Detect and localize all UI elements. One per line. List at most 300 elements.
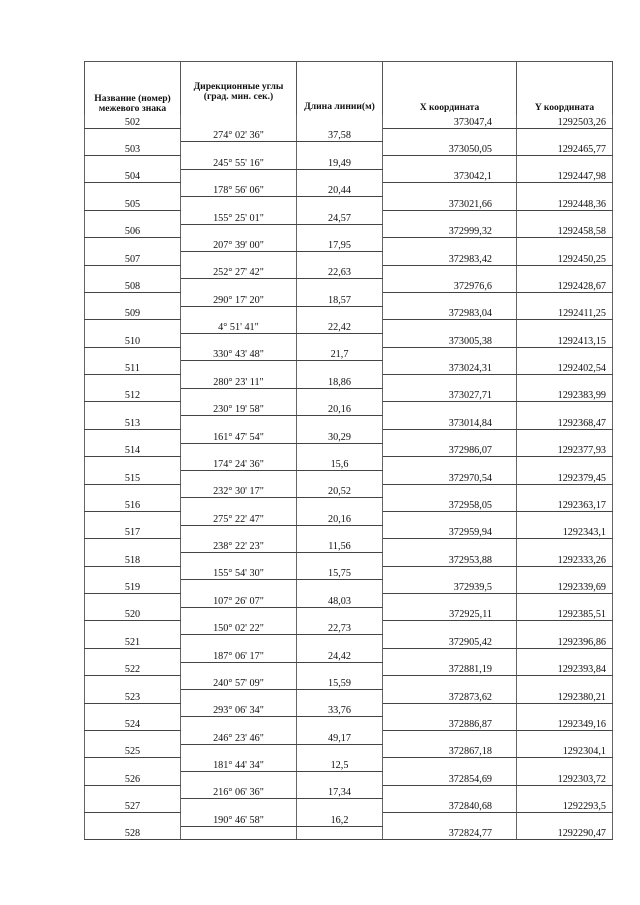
empty-x-cell [383,539,517,553]
boundary-sign-number: 515 [85,470,181,484]
empty-name-cell [85,292,181,306]
empty-x-cell [383,429,517,443]
empty-name-cell [85,813,181,827]
empty-length-cell [297,553,383,567]
point-row [85,772,613,786]
directional-angle-cell: 290° 17' 20" [181,292,297,306]
line-length-cell: 22,63 [297,265,383,279]
point-row [85,279,613,293]
point-row [85,361,613,375]
empty-x-cell [383,785,517,799]
segment-row [85,347,613,361]
line-length-cell: 37,58 [297,128,383,142]
empty-y-cell [517,758,613,772]
segment-row [85,484,613,498]
y-coordinate-cell: 1292379,45 [517,470,613,484]
empty-length-cell [297,635,383,649]
empty-angle-cell [181,772,297,786]
directional-angle-cell: 275° 22' 47" [181,511,297,525]
boundary-sign-number: 504 [85,169,181,183]
empty-length-cell [297,772,383,786]
y-coordinate-cell: 1292402,54 [517,361,613,375]
empty-length-cell [297,689,383,703]
segment-row [85,676,613,690]
line-length-cell: 15,75 [297,566,383,580]
line-length-cell: 18,86 [297,375,383,389]
directional-angle-cell: 252° 27' 42" [181,265,297,279]
empty-y-cell [517,785,613,799]
empty-name-cell [85,594,181,608]
boundary-sign-number: 502 [85,115,181,128]
empty-x-cell [383,375,517,389]
segment-row [85,292,613,306]
directional-angle-cell: 181° 44' 34" [181,758,297,772]
segment-row [85,156,613,170]
header-x-coordinate: X координата [383,62,517,116]
boundary-coordinates-table [84,61,613,840]
boundary-sign-number: 527 [85,799,181,813]
empty-angle-cell [181,826,297,840]
empty-y-cell [517,813,613,827]
segment-row [85,210,613,224]
empty-name-cell [85,457,181,471]
y-coordinate-cell: 1292458,58 [517,224,613,238]
empty-length-cell [297,279,383,293]
boundary-sign-number: 525 [85,744,181,758]
x-coordinate-cell: 372824,77 [383,826,517,840]
empty-angle-cell [181,361,297,375]
x-coordinate-cell: 373014,84 [383,416,517,430]
empty-name-cell [85,265,181,279]
empty-name-cell [85,566,181,580]
point-row [85,115,613,128]
point-row [85,169,613,183]
empty-y-cell [517,484,613,498]
boundary-sign-number: 519 [85,580,181,594]
empty-length-cell [297,826,383,840]
empty-y-cell [517,402,613,416]
empty-name-cell [85,785,181,799]
x-coordinate-cell: 372886,87 [383,717,517,731]
directional-angle-cell: 187° 06' 17" [181,648,297,662]
header-directional-angles: Дирекционные углы (град. мин. сек.) [181,62,297,116]
directional-angle-cell: 330° 43' 48" [181,347,297,361]
boundary-sign-number: 513 [85,416,181,430]
empty-angle-cell [181,251,297,265]
boundary-sign-number: 512 [85,388,181,402]
empty-x-cell [383,402,517,416]
empty-y-cell [517,566,613,580]
segment-row [85,539,613,553]
x-coordinate-cell: 372854,69 [383,772,517,786]
line-length-cell: 33,76 [297,703,383,717]
y-coordinate-cell: 1292385,51 [517,607,613,621]
empty-x-cell [383,457,517,471]
empty-x-cell [383,758,517,772]
x-coordinate-cell: 372983,04 [383,306,517,320]
x-coordinate-cell: 372999,32 [383,224,517,238]
point-row [85,334,613,348]
line-length-cell: 24,42 [297,648,383,662]
directional-angle-cell: 246° 23' 46" [181,730,297,744]
segment-row [85,128,613,142]
segment-row [85,566,613,580]
empty-length-cell [297,607,383,621]
boundary-sign-number: 518 [85,553,181,567]
line-length-cell: 48,03 [297,594,383,608]
x-coordinate-cell: 372939,5 [383,580,517,594]
empty-y-cell [517,375,613,389]
line-length-cell: 22,42 [297,320,383,334]
boundary-sign-number: 509 [85,306,181,320]
y-coordinate-cell: 1292383,99 [517,388,613,402]
boundary-sign-number: 523 [85,689,181,703]
empty-angle-cell [181,169,297,183]
segment-row [85,238,613,252]
empty-x-cell [383,594,517,608]
empty-name-cell [85,676,181,690]
point-row [85,470,613,484]
empty-y-cell [517,128,613,142]
boundary-sign-number: 516 [85,498,181,512]
empty-length-cell [297,197,383,211]
line-length-cell: 30,29 [297,429,383,443]
x-coordinate-cell: 372953,88 [383,553,517,567]
empty-y-cell [517,238,613,252]
empty-y-cell [517,703,613,717]
empty-angle-cell [181,525,297,539]
empty-angle-cell [181,197,297,211]
empty-angle-cell [181,744,297,758]
empty-y-cell [517,156,613,170]
empty-x-cell [383,292,517,306]
segment-row [85,785,613,799]
segment-row [85,511,613,525]
empty-angle-cell [181,717,297,731]
segment-row [85,648,613,662]
x-coordinate-cell: 372840,68 [383,799,517,813]
empty-angle-cell [181,553,297,567]
empty-name-cell [85,210,181,224]
y-coordinate-cell: 1292377,93 [517,443,613,457]
empty-y-cell [517,676,613,690]
line-length-cell: 20,52 [297,484,383,498]
empty-name-cell [85,539,181,553]
point-row [85,251,613,265]
directional-angle-cell: 107° 26' 07" [181,594,297,608]
line-length-cell: 22,73 [297,621,383,635]
empty-name-cell [85,758,181,772]
empty-length-cell [297,416,383,430]
directional-angle-cell: 155° 54' 30" [181,566,297,580]
y-coordinate-cell: 1292304,1 [517,744,613,758]
empty-length-cell [297,334,383,348]
boundary-sign-number: 521 [85,635,181,649]
directional-angle-cell: 161° 47' 54" [181,429,297,443]
empty-length-cell [297,251,383,265]
y-coordinate-cell: 1292465,77 [517,142,613,156]
empty-length-cell [297,717,383,731]
segment-row [85,402,613,416]
line-length-cell: 21,7 [297,347,383,361]
point-row [85,689,613,703]
boundary-sign-number: 514 [85,443,181,457]
boundary-sign-number: 506 [85,224,181,238]
empty-x-cell [383,347,517,361]
y-coordinate-cell: 1292290,47 [517,826,613,840]
y-coordinate-cell: 1292349,16 [517,717,613,731]
header-line-length: Длина линии(м) [297,62,383,116]
y-coordinate-cell: 1292413,15 [517,334,613,348]
empty-angle-cell [181,388,297,402]
empty-angle-cell [181,689,297,703]
empty-length-cell [297,470,383,484]
empty-x-cell [383,484,517,498]
x-coordinate-cell: 373024,31 [383,361,517,375]
empty-name-cell [85,484,181,498]
empty-length-cell [297,525,383,539]
segment-row [85,457,613,471]
line-length-cell: 19,49 [297,156,383,170]
point-row [85,580,613,594]
y-coordinate-cell: 1292393,84 [517,662,613,676]
empty-name-cell [85,511,181,525]
empty-x-cell [383,210,517,224]
empty-x-cell [383,320,517,334]
line-length-cell: 17,34 [297,785,383,799]
empty-length-cell [297,662,383,676]
empty-length-cell [297,115,383,128]
line-length-cell: 16,2 [297,813,383,827]
empty-y-cell [517,730,613,744]
x-coordinate-cell: 373047,4 [383,115,517,128]
empty-name-cell [85,402,181,416]
point-row [85,197,613,211]
empty-angle-cell [181,799,297,813]
x-coordinate-cell: 373021,66 [383,197,517,211]
y-coordinate-cell: 1292363,17 [517,498,613,512]
boundary-sign-number: 522 [85,662,181,676]
header-y-coordinate: Y координата [517,62,613,116]
x-coordinate-cell: 372983,42 [383,251,517,265]
directional-angle-cell: 280° 23' 11" [181,375,297,389]
empty-x-cell [383,813,517,827]
empty-length-cell [297,224,383,238]
x-coordinate-cell: 372958,05 [383,498,517,512]
directional-angle-cell: 155° 25' 01" [181,210,297,224]
empty-x-cell [383,156,517,170]
empty-angle-cell [181,142,297,156]
y-coordinate-cell: 1292293,5 [517,799,613,813]
empty-y-cell [517,265,613,279]
line-length-cell: 11,56 [297,539,383,553]
empty-y-cell [517,210,613,224]
empty-length-cell [297,169,383,183]
point-row [85,306,613,320]
boundary-sign-number: 526 [85,772,181,786]
empty-y-cell [517,292,613,306]
directional-angle-cell: 238° 22' 23" [181,539,297,553]
empty-angle-cell [181,498,297,512]
empty-length-cell [297,580,383,594]
directional-angle-cell: 240° 57' 09" [181,676,297,690]
empty-x-cell [383,648,517,662]
empty-x-cell [383,730,517,744]
x-coordinate-cell: 373005,38 [383,334,517,348]
x-coordinate-cell: 372867,18 [383,744,517,758]
empty-name-cell [85,347,181,361]
directional-angle-cell: 230° 19' 58" [181,402,297,416]
line-length-cell: 20,44 [297,183,383,197]
y-coordinate-cell: 1292503,26 [517,115,613,128]
empty-name-cell [85,183,181,197]
segment-row [85,375,613,389]
x-coordinate-cell: 373027,71 [383,388,517,402]
segment-row [85,183,613,197]
y-coordinate-cell: 1292411,25 [517,306,613,320]
point-row [85,498,613,512]
empty-name-cell [85,156,181,170]
empty-y-cell [517,594,613,608]
directional-angle-cell: 207° 39' 00" [181,238,297,252]
empty-name-cell [85,128,181,142]
segment-row [85,320,613,334]
point-row [85,662,613,676]
empty-length-cell [297,142,383,156]
empty-x-cell [383,183,517,197]
empty-angle-cell [181,607,297,621]
directional-angle-cell: 4° 51' 41" [181,320,297,334]
empty-angle-cell [181,115,297,128]
segment-row [85,621,613,635]
empty-length-cell [297,361,383,375]
empty-y-cell [517,347,613,361]
empty-y-cell [517,511,613,525]
empty-x-cell [383,621,517,635]
line-length-cell: 20,16 [297,511,383,525]
empty-x-cell [383,703,517,717]
line-length-cell: 17,95 [297,238,383,252]
line-length-cell: 15,59 [297,676,383,690]
directional-angle-cell: 245° 55' 16" [181,156,297,170]
empty-y-cell [517,539,613,553]
boundary-sign-number: 507 [85,251,181,265]
x-coordinate-cell: 373042,1 [383,169,517,183]
segment-row [85,758,613,772]
x-coordinate-cell: 372970,54 [383,470,517,484]
empty-x-cell [383,676,517,690]
empty-name-cell [85,730,181,744]
empty-angle-cell [181,470,297,484]
directional-angle-cell: 232° 30' 17" [181,484,297,498]
empty-length-cell [297,443,383,457]
directional-angle-cell: 293° 06' 34" [181,703,297,717]
x-coordinate-cell: 372873,62 [383,689,517,703]
boundary-sign-number: 508 [85,279,181,293]
empty-x-cell [383,265,517,279]
empty-name-cell [85,648,181,662]
point-row [85,142,613,156]
y-coordinate-cell: 1292368,47 [517,416,613,430]
x-coordinate-cell: 372905,42 [383,635,517,649]
empty-angle-cell [181,416,297,430]
boundary-sign-number: 524 [85,717,181,731]
empty-length-cell [297,306,383,320]
x-coordinate-cell: 372986,07 [383,443,517,457]
boundary-sign-number: 503 [85,142,181,156]
y-coordinate-cell: 1292303,72 [517,772,613,786]
empty-name-cell [85,238,181,252]
point-row [85,799,613,813]
segment-row [85,265,613,279]
empty-angle-cell [181,443,297,457]
y-coordinate-cell: 1292447,98 [517,169,613,183]
empty-x-cell [383,511,517,525]
line-length-cell: 49,17 [297,730,383,744]
point-row [85,388,613,402]
empty-length-cell [297,744,383,758]
directional-angle-cell: 274° 02' 36" [181,128,297,142]
empty-x-cell [383,128,517,142]
point-row [85,443,613,457]
empty-length-cell [297,799,383,813]
point-row [85,607,613,621]
x-coordinate-cell: 372881,19 [383,662,517,676]
directional-angle-cell: 216° 06' 36" [181,785,297,799]
x-coordinate-cell: 372959,94 [383,525,517,539]
directional-angle-cell: 150° 02' 22" [181,621,297,635]
empty-name-cell [85,375,181,389]
boundary-sign-number: 517 [85,525,181,539]
empty-name-cell [85,320,181,334]
boundary-sign-number: 528 [85,826,181,840]
point-row [85,635,613,649]
point-row [85,717,613,731]
line-length-cell: 15,6 [297,457,383,471]
empty-y-cell [517,320,613,334]
y-coordinate-cell: 1292450,25 [517,251,613,265]
point-row [85,416,613,430]
y-coordinate-cell: 1292380,21 [517,689,613,703]
empty-angle-cell [181,580,297,594]
segment-row [85,703,613,717]
empty-length-cell [297,388,383,402]
directional-angle-cell: 174° 24' 36" [181,457,297,471]
table-body [85,115,613,840]
point-row [85,224,613,238]
empty-name-cell [85,429,181,443]
empty-y-cell [517,429,613,443]
empty-y-cell [517,621,613,635]
line-length-cell: 18,57 [297,292,383,306]
segment-row [85,429,613,443]
y-coordinate-cell: 1292396,86 [517,635,613,649]
segment-row [85,730,613,744]
empty-x-cell [383,566,517,580]
boundary-sign-number: 511 [85,361,181,375]
line-length-cell: 12,5 [297,758,383,772]
boundary-sign-number: 520 [85,607,181,621]
empty-angle-cell [181,224,297,238]
y-coordinate-cell: 1292333,26 [517,553,613,567]
empty-angle-cell [181,306,297,320]
point-row [85,553,613,567]
point-row [85,525,613,539]
x-coordinate-cell: 373050,05 [383,142,517,156]
line-length-cell: 24,57 [297,210,383,224]
boundary-sign-number: 510 [85,334,181,348]
empty-angle-cell [181,334,297,348]
